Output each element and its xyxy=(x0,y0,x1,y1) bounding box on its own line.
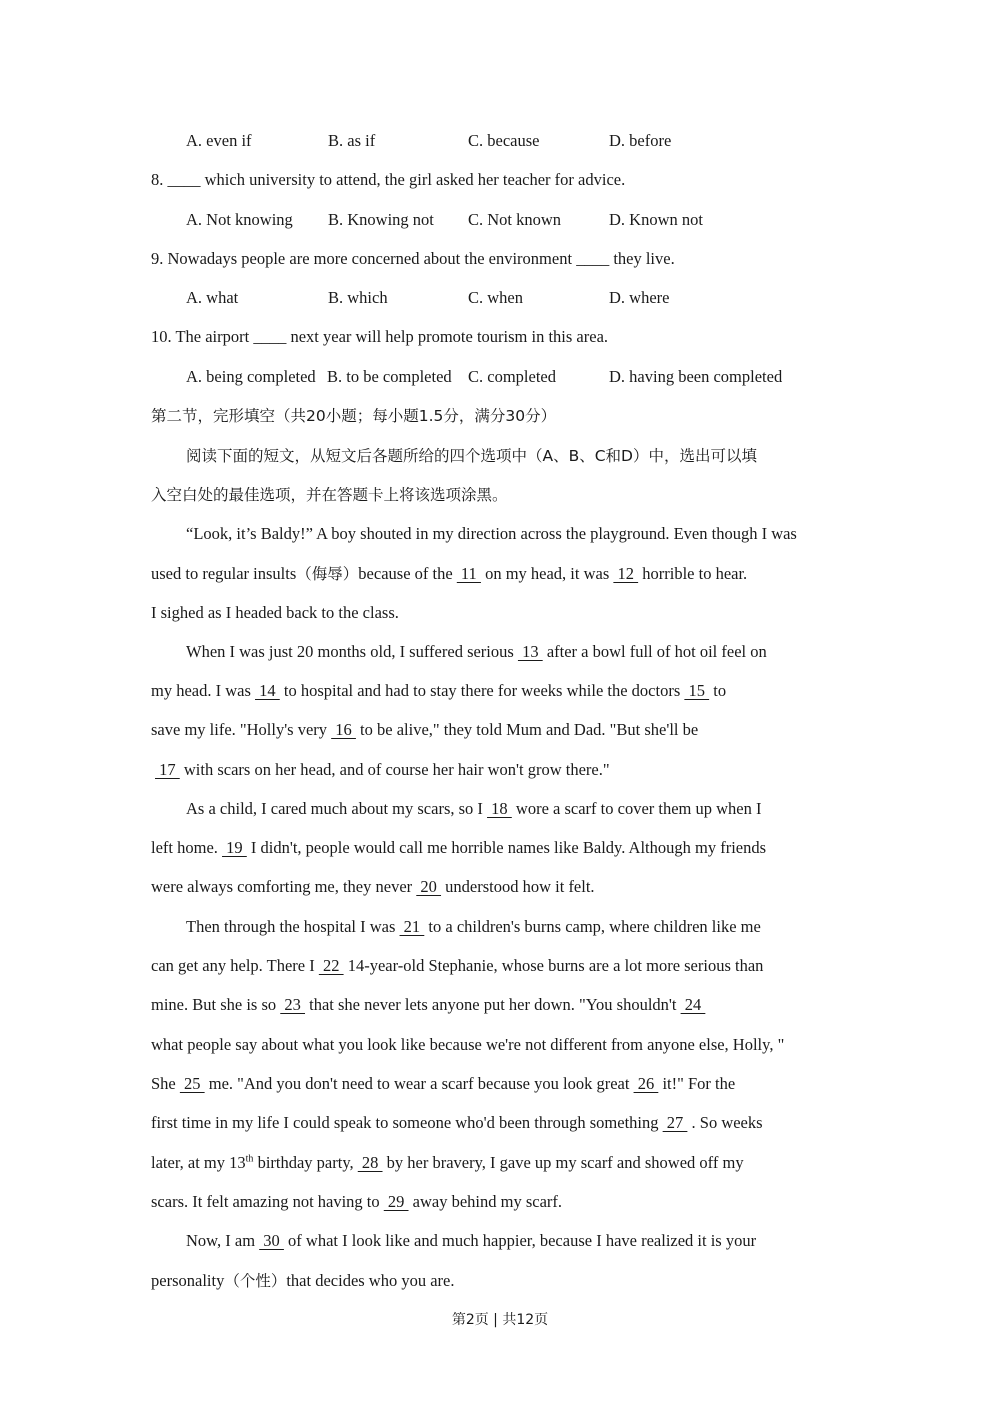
blank-26: 26 xyxy=(633,1074,659,1093)
passage-text: away behind my scarf. xyxy=(408,1192,563,1211)
q9-pre: 9. Nowadays people are more concerned about the environment xyxy=(151,249,577,268)
question-10 xyxy=(151,327,608,347)
passage-line-13 xyxy=(151,995,705,1015)
passage-text: that she never lets anyone put her down. "You shouldn't xyxy=(305,995,681,1014)
blank-23: 23 xyxy=(280,995,306,1014)
q9-option-d: D. where xyxy=(609,288,670,307)
q10-option-d: D. having been completed xyxy=(609,367,783,386)
blank-21: 21 xyxy=(399,917,425,936)
passage-line-7 xyxy=(155,760,610,780)
passage-text: birthday party, xyxy=(253,1153,358,1172)
blank-12: 12 xyxy=(613,564,639,583)
q8-option-b: B. Knowing not xyxy=(328,210,434,229)
q8-option-c: C. Not known xyxy=(468,210,562,229)
passage-text: 14-year-old Stephanie, whose burns are a lot more serious than xyxy=(343,956,764,975)
blank-13: 13 xyxy=(517,642,543,661)
passage-text: used to regular insults xyxy=(151,564,297,583)
passage-text: horrible to hear. xyxy=(638,564,748,583)
blank-29: 29 xyxy=(383,1192,409,1211)
passage-text: with scars on her head, and of course her hair won't grow there." xyxy=(179,760,610,779)
question-8 xyxy=(151,170,625,190)
page-footer: 第2页 | 共12页 xyxy=(451,1312,549,1328)
blank-30: 30 xyxy=(259,1231,284,1250)
question-9 xyxy=(151,249,675,269)
passage-line-15 xyxy=(151,1074,735,1094)
passage-text: to a children's burns camp, where children like me xyxy=(424,917,761,936)
passage-text: can get any help. There I xyxy=(151,956,319,975)
q9-post: they live. xyxy=(609,249,675,268)
q10-post: next year will help promote tourism in this area. xyxy=(286,327,609,346)
passage-gloss: （个性） xyxy=(224,1272,287,1290)
passage-text: save my life. "Holly's very xyxy=(151,720,332,739)
passage-text: because of the xyxy=(358,564,457,583)
passage-text: on my head, it was xyxy=(480,564,614,583)
passage-line-3: I sighed as I headed back to the class. xyxy=(151,603,399,622)
q8-text: which university to attend, the girl asked her teacher for advice. xyxy=(200,170,626,189)
q8-option-a: A. Not knowing xyxy=(186,210,293,229)
passage-text: of what I look like and much happier, because I have realized it is your xyxy=(283,1231,757,1250)
blank-14: 14 xyxy=(255,681,280,700)
section-title: 第二节，完形填空（共20小题；每小题1.5分，满分30分） xyxy=(151,407,557,425)
instructions-line-1: 阅读下面的短文，从短文后各题所给的四个选项中（A、B、C和D）中，选出可以填 xyxy=(186,447,757,465)
passage-text: scars. It felt amazing not having to xyxy=(151,1192,384,1211)
blank-11: 11 xyxy=(456,564,481,583)
passage-text: personality xyxy=(151,1271,225,1290)
passage-line-14: what people say about what you look like because we're not different from anyone else, Holly, " xyxy=(151,1035,785,1054)
passage-line-19 xyxy=(186,1231,756,1251)
blank-17: 17 xyxy=(155,760,180,779)
q7-option-c: C. because xyxy=(468,131,540,150)
passage-text: me. "And you don't need to wear a scarf because you look great xyxy=(204,1074,634,1093)
q10-option-b: B. to be completed xyxy=(327,367,452,386)
passage-text: were always comforting me, they never xyxy=(151,877,417,896)
blank-28: 28 xyxy=(357,1153,383,1172)
passage-text: mine. But she is so xyxy=(151,995,281,1014)
passage-text: first time in my life I could speak to someone who'd been through something xyxy=(151,1113,663,1132)
passage-line-2 xyxy=(151,564,747,584)
passage-line-8 xyxy=(186,799,762,819)
passage-line-18 xyxy=(151,1192,562,1212)
passage-line-17 xyxy=(151,1153,744,1173)
passage-line-4 xyxy=(186,642,767,662)
passage-line-5 xyxy=(151,681,726,701)
q7-option-a: A. even if xyxy=(186,131,252,150)
passage-line-12 xyxy=(151,956,763,976)
q8-number: 8. xyxy=(151,170,164,189)
passage-text: understood how it felt. xyxy=(441,877,595,896)
passage-line-20 xyxy=(151,1271,455,1291)
passage-text: to be alive," they told Mum and Dad. "But she'll be xyxy=(355,720,699,739)
blank-27: 27 xyxy=(662,1113,688,1132)
q9-option-a: A. what xyxy=(186,288,239,307)
passage-text: . So weeks xyxy=(687,1113,763,1132)
passage-text: Then through the hospital I was xyxy=(186,917,400,936)
passage-text: When I was just 20 months old, I suffered serious xyxy=(186,642,518,661)
ordinal-suffix: th xyxy=(245,1153,254,1165)
passage-text: I didn't, people would call me horrible names like Baldy. Although my friends xyxy=(246,838,767,857)
passage-line-11 xyxy=(186,917,761,937)
q10-option-a: A. being completed xyxy=(186,367,316,386)
passage-text: As a child, I cared much about my scars, so I xyxy=(186,799,488,818)
q9-blank: ____ xyxy=(576,249,610,268)
passage-text: wore a scarf to cover them up when I xyxy=(511,799,762,818)
passage-text: left home. xyxy=(151,838,223,857)
blank-15: 15 xyxy=(684,681,710,700)
blank-24: 24 xyxy=(680,995,706,1014)
q8-option-d: D. Known not xyxy=(609,210,703,229)
passage-gloss: （侮辱） xyxy=(296,565,359,583)
passage-text: by her bravery, I gave up my scarf and showed off my xyxy=(382,1153,744,1172)
blank-22: 22 xyxy=(318,956,344,975)
passage-text: later, at my 13 xyxy=(151,1153,246,1172)
q9-option-b: B. which xyxy=(328,288,388,307)
passage-text: She xyxy=(151,1074,180,1093)
passage-text: my head. I was xyxy=(151,681,256,700)
blank-16: 16 xyxy=(331,720,356,739)
q8-blank: ____ xyxy=(167,170,201,189)
passage-line-9 xyxy=(151,838,766,858)
q7-option-b: B. as if xyxy=(328,131,376,150)
q10-option-c: C. completed xyxy=(468,367,556,386)
passage-text: to xyxy=(709,681,727,700)
passage-text: that decides who you are. xyxy=(286,1271,455,1290)
q10-pre: 10. The airport xyxy=(151,327,254,346)
passage-text: after a bowl full of hot oil feel on xyxy=(542,642,767,661)
q9-option-c: C. when xyxy=(468,288,523,307)
q10-blank: ____ xyxy=(253,327,287,346)
passage-text: Now, I am xyxy=(186,1231,260,1250)
passage-line-10 xyxy=(151,877,595,897)
blank-25: 25 xyxy=(179,1074,205,1093)
q7-option-d: D. before xyxy=(609,131,672,150)
passage-line-1: “Look, it’s Baldy!” A boy shouted in my direction across the playground. Even though I was xyxy=(186,524,797,543)
passage-line-6 xyxy=(151,720,698,740)
passage-line-16 xyxy=(151,1113,763,1133)
blank-19: 19 xyxy=(222,838,247,857)
instructions-line-2: 入空白处的最佳选项，并在答题卡上将该选项涂黑。 xyxy=(151,486,508,504)
passage-text: it!" For the xyxy=(658,1074,736,1093)
passage-text: to hospital and had to stay there for weeks while the doctors xyxy=(279,681,685,700)
blank-18: 18 xyxy=(487,799,512,818)
blank-20: 20 xyxy=(416,877,442,896)
